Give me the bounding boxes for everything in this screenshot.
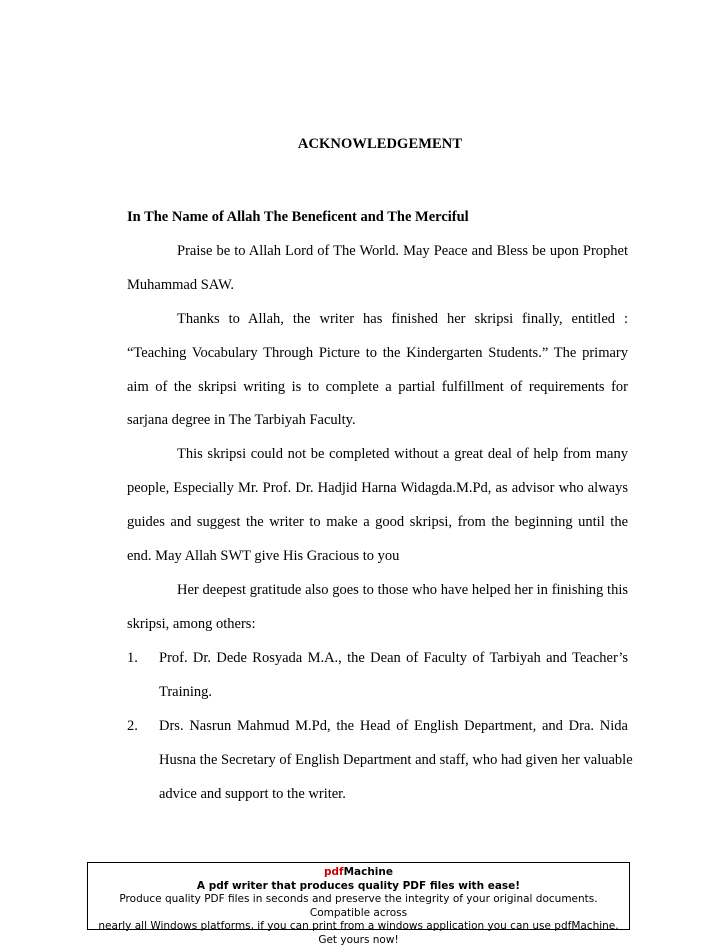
banner-cta: Get yours now!: [88, 934, 629, 947]
list-item-line: Training.: [159, 684, 628, 701]
brand-pdf: pdf: [324, 866, 344, 878]
opening-heading: In The Name of Allah The Beneficent and The Merciful: [127, 209, 628, 226]
paragraph-line: Thanks to Allah, the writer has finished her skripsi finally, entitled :: [177, 311, 628, 328]
list-item-line: Prof. Dr. Dede Rosyada M.A., the Dean of Faculty of Tarbiyah and Teacher’s: [159, 650, 628, 667]
page-title: ACKNOWLEDGEMENT: [0, 136, 728, 153]
list-item-line: Husna the Secretary of English Department and staff, who had given her valuable: [159, 752, 628, 769]
paragraph-line: This skripsi could not be completed without a great deal of help from many: [177, 446, 628, 463]
list-item-line: Drs. Nasrun Mahmud M.Pd, the Head of English Department, and Dra. Nida: [159, 718, 628, 735]
banner-tagline: A pdf writer that produces quality PDF files with ease!: [88, 880, 629, 894]
paragraph-line: end. May Allah SWT give His Gracious to you: [127, 548, 628, 565]
paragraph-line: skripsi, among others:: [127, 616, 628, 633]
brand-machine: Machine: [344, 866, 393, 878]
pdfmachine-banner: [87, 862, 630, 930]
paragraph-line: Muhammad SAW.: [127, 277, 628, 294]
list-number: 2.: [127, 718, 138, 735]
paragraph-line: Her deepest gratitude also goes to those who have helped her in finishing this: [177, 582, 628, 599]
list-number: 1.: [127, 650, 138, 667]
banner-text-line: Produce quality PDF files in seconds and preserve the integrity of your original documents. Compatible across: [88, 893, 629, 920]
brand-logo-text: [88, 866, 629, 880]
list-item-line: advice and support to the writer.: [159, 786, 628, 803]
paragraph-line: Praise be to Allah Lord of The World. May Peace and Bless be upon Prophet: [177, 243, 628, 260]
paragraph-line: people, Especially Mr. Prof. Dr. Hadjid Harna Widagda.M.Pd, as advisor who always: [127, 480, 628, 497]
paragraph-line: aim of the skripsi writing is to complete a partial fulfillment of requirements for: [127, 379, 628, 396]
paragraph-line: “Teaching Vocabulary Through Picture to the Kindergarten Students.” The primary: [127, 345, 628, 362]
paragraph-line: sarjana degree in The Tarbiyah Faculty.: [127, 412, 628, 429]
paragraph-line: guides and suggest the writer to make a good skripsi, from the beginning until the: [127, 514, 628, 531]
banner-text-line: nearly all Windows platforms, if you can print from a windows application you can use pdfMachine.: [88, 920, 629, 934]
